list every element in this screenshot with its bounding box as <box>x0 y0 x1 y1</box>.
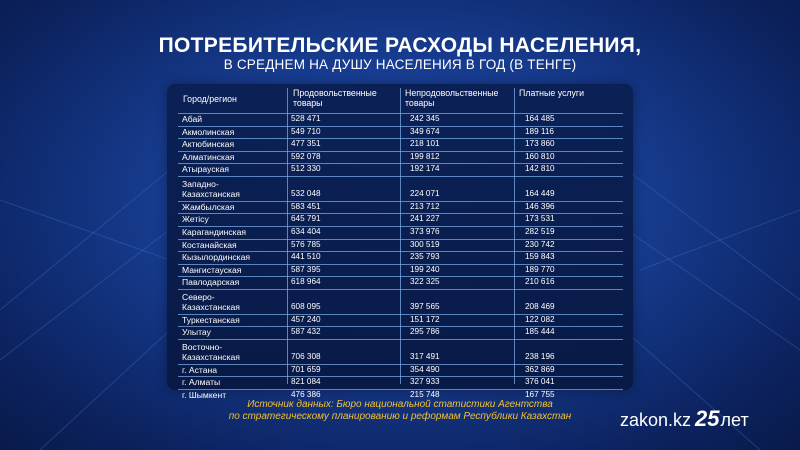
food-value: 706 308 <box>291 352 321 362</box>
region-name: Туркестанская <box>182 314 240 325</box>
header-region: Город/регион <box>183 94 237 104</box>
table-row <box>178 326 623 339</box>
table-row <box>178 163 623 176</box>
region-name: Жетісу <box>182 214 209 225</box>
paid-value: 122 082 <box>525 314 555 324</box>
region-name: Улытау <box>182 327 211 338</box>
paid-value: 210 616 <box>525 277 555 287</box>
region-name: Абай <box>182 114 203 125</box>
table-row <box>178 364 623 377</box>
food-value: 587 432 <box>291 327 321 337</box>
region-name: Павлодарская <box>182 277 240 288</box>
food-value: 592 078 <box>291 151 321 161</box>
table-row <box>178 376 623 389</box>
paid-value: 189 116 <box>525 126 554 136</box>
table-row <box>178 151 623 164</box>
nonfood-value: 192 174 <box>410 164 440 174</box>
nonfood-value: 354 490 <box>410 364 440 374</box>
table-row <box>178 289 623 314</box>
paid-value: 362 869 <box>525 364 555 374</box>
nonfood-value: 300 519 <box>410 239 440 249</box>
food-value: 821 084 <box>291 377 321 387</box>
food-value: 634 404 <box>291 227 321 237</box>
region-name: Жамбылская <box>182 201 235 212</box>
table-row <box>178 138 623 151</box>
paid-value: 282 519 <box>525 227 555 237</box>
food-value: 549 710 <box>291 126 321 136</box>
logo-suffix: лет <box>720 410 749 430</box>
data-table <box>167 84 633 400</box>
region-name: Восточно- Казахстанская <box>182 341 240 363</box>
food-value: 701 659 <box>291 364 321 374</box>
region-name: г. Шымкент <box>182 389 227 400</box>
nonfood-value: 242 345 <box>410 114 440 124</box>
logo-site: zakon.kz <box>620 410 692 430</box>
source-note: Источник данных: Бюро национальной статистики Агентства по стратегическому планированию и реформам Республики Казахстан <box>228 399 572 422</box>
region-name: Акмолинская <box>182 126 235 137</box>
table-row <box>178 213 623 226</box>
nonfood-value: 151 172 <box>410 314 440 324</box>
table-row <box>178 113 623 126</box>
paid-value: 185 444 <box>525 327 555 337</box>
paid-value: 159 843 <box>525 252 555 262</box>
paid-value: 173 531 <box>525 214 555 224</box>
food-value: 532 048 <box>291 189 321 199</box>
food-value: 477 351 <box>291 139 321 149</box>
logo-number: 25 <box>695 406 720 431</box>
food-value: 608 095 <box>291 302 321 312</box>
region-name: Мангистауская <box>182 264 242 275</box>
paid-value: 238 196 <box>525 352 555 362</box>
nonfood-value: 215 748 <box>410 389 440 399</box>
region-name: Карагандинская <box>182 227 247 238</box>
nonfood-value: 235 793 <box>410 252 440 262</box>
region-name: г. Алматы <box>182 377 221 388</box>
table-row <box>178 226 623 239</box>
table-row <box>178 339 623 364</box>
page-subtitle: В СРЕДНЕМ НА ДУШУ НАСЕЛЕНИЯ В ГОД (В ТЕНГЕ) <box>223 57 577 72</box>
region-name: Западно- Казахстанская <box>182 178 240 200</box>
table-row <box>178 264 623 277</box>
nonfood-value: 241 227 <box>410 214 440 224</box>
nonfood-value: 349 674 <box>410 126 440 136</box>
nonfood-value: 327 933 <box>410 377 440 387</box>
nonfood-value: 199 812 <box>410 151 440 161</box>
region-name: Актюбинская <box>182 139 235 150</box>
table-row <box>178 201 623 214</box>
region-name: Алматинская <box>182 151 235 162</box>
region-name: Атырауская <box>182 164 229 175</box>
nonfood-value: 397 565 <box>410 302 440 312</box>
nonfood-value: 373 976 <box>410 227 440 237</box>
food-value: 618 964 <box>291 277 321 287</box>
food-value: 441 510 <box>291 252 321 262</box>
paid-value: 230 742 <box>525 239 555 249</box>
table-row <box>178 176 623 201</box>
region-name: Кызылординская <box>182 252 251 263</box>
table-row <box>178 314 623 327</box>
paid-value: 376 041 <box>525 377 555 387</box>
table-row <box>178 276 623 289</box>
nonfood-value: 218 101 <box>410 139 440 149</box>
paid-value: 189 770 <box>525 264 555 274</box>
page-title: ПОТРЕБИТЕЛЬСКИЕ РАСХОДЫ НАСЕЛЕНИЯ, <box>158 34 642 57</box>
paid-value: 173 860 <box>525 139 555 149</box>
food-value: 528 471 <box>291 114 321 124</box>
region-name: Костанайская <box>182 239 237 250</box>
header-food: Продовольственные товары <box>293 88 377 108</box>
food-value: 645 791 <box>291 214 321 224</box>
nonfood-value: 224 071 <box>410 189 440 199</box>
table-body <box>178 113 623 401</box>
paid-value: 208 469 <box>525 302 555 312</box>
nonfood-value: 322 325 <box>410 277 440 287</box>
food-value: 457 240 <box>291 314 321 324</box>
region-name: г. Астана <box>182 364 218 375</box>
header-paid: Платные услуги <box>519 88 585 98</box>
paid-value: 146 396 <box>525 201 555 211</box>
nonfood-value: 295 786 <box>410 327 440 337</box>
table-row <box>178 251 623 264</box>
food-value: 587 395 <box>291 264 321 274</box>
paid-value: 164 449 <box>525 189 555 199</box>
table-row <box>178 126 623 139</box>
paid-value: 167 755 <box>525 389 555 399</box>
paid-value: 142 810 <box>525 164 555 174</box>
nonfood-value: 213 712 <box>410 201 440 211</box>
paid-value: 164 485 <box>525 114 555 124</box>
zakon-logo <box>620 406 749 436</box>
nonfood-value: 317 491 <box>410 352 440 362</box>
food-value: 576 785 <box>291 239 321 249</box>
table-row <box>178 239 623 252</box>
region-name: Северо- Казахстанская <box>182 291 240 313</box>
header-nonfood: Непродовольственные товары <box>405 88 499 108</box>
food-value: 512 330 <box>291 164 321 174</box>
food-value: 583 451 <box>291 201 321 211</box>
paid-value: 160 810 <box>525 151 555 161</box>
nonfood-value: 199 240 <box>410 264 440 274</box>
food-value: 476 386 <box>291 389 321 399</box>
